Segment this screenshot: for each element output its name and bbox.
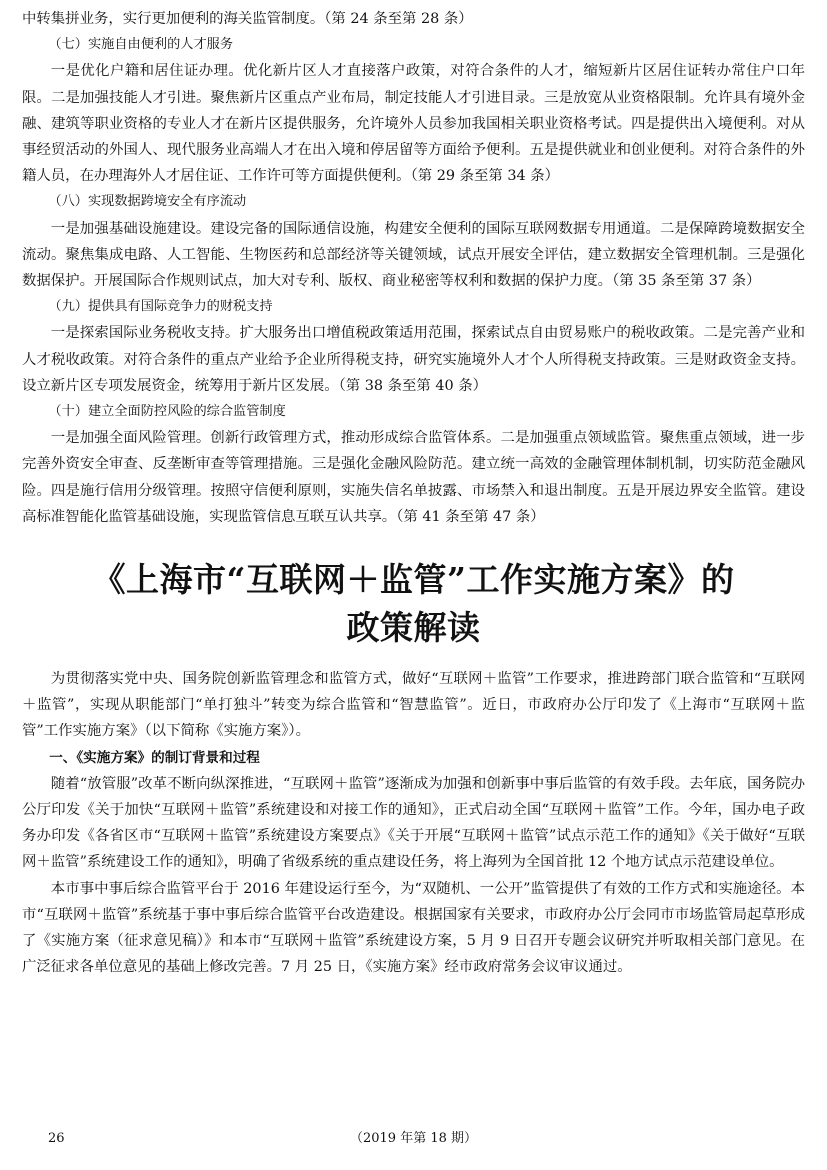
- article-title-line-2: 政策解读: [346, 608, 481, 648]
- article-title-line-1: 《上海市“互联网＋监管”工作实施方案》的: [92, 560, 735, 600]
- article-intro: 为贯彻落实党中央、国务院创新监管理念和监管方式，做好“互联网＋监管”工作要求，推进跨部门联合监管和“互联网＋监管”，实现从职能部门“单打独斗”转变为综合监管和“智慧监管”。近日，市政府办公厅印发了《上海市“互联网＋监管”工作实施方案》（以下简称《实施方案》）。: [22, 671, 805, 740]
- subheading-data-flow: （八）实现数据跨境安全有序流动: [48, 194, 247, 210]
- subheading-risk-supervision: （十）建立全面防控风险的综合监管制度: [48, 404, 286, 420]
- page-number: 26: [48, 1131, 65, 1146]
- paragraph-data-flow: 一是加强基础设施建设。建设完备的国际通信设施，构建安全便利的国际互联网数据专用通道。二是保障跨境数据安全流动。聚焦集成电路、人工智能、生物医药和总部经济等关键领域，试点开展安全评估，建立数据安全管理机制。三是强化数据保护。开展国际合作规则试点，加大对专利、版权、商业秘密等权利和数据的保护力度。（第 35 条至第 37 条）: [22, 220, 805, 290]
- paragraph-background-2: 本市事中事后综合监管平台于 2016 年建设运行至今，为“双随机、一公开”监管提供了有效的工作方式和实施途径。本市“互联网＋监管”系统基于事中事后综合监管平台改造建设。根据国家有关要求，市政府办公厅会同市市场监管局起草形成了《实施方案（征求意见稿）》和本市“互联网＋监管”系统建设方案，5 月 9 日召开专题会议研究并听取相关部门意见。在广泛征求各单位意见的基础上修改完善。7 月 25 日，《实施方案》经市政府常务会议审议通过。: [22, 880, 805, 976]
- page-footer: [0, 1126, 827, 1152]
- continuation-paragraph: 中转集拼业务，实行更加便利的海关监管制度。（第 24 条至第 28 条）: [22, 11, 473, 27]
- paragraph-talent-services: 一是优化户籍和居住证办理。优化新片区人才直接落户政策，对符合条件的人才，缩短新片区居住证转办常住户口年限。二是加强技能人才引进。聚焦新片区重点产业布局，制定技能人才引进目录。三是放宽从业资格限制。允许具有境外金融、建筑等职业资格的专业人才在新片区提供服务，允许境外人员参加我国相关职业资格考试。四是提供出入境便利。对从事经贸活动的外国人、现代服务业高端人才在出入境和停居留等方面给予便利。五是提供就业和创业便利。对符合条件的外籍人员，在办理海外人才居住证、工作许可等方面提供便利。（第 29 条至第 34 条）: [22, 63, 805, 185]
- issue-label: （2019 年第 18 期）: [349, 1131, 478, 1146]
- article-title: [22, 556, 805, 652]
- subheading-fiscal-support: （九）提供具有国际竞争力的财税支持: [48, 299, 273, 315]
- subheading-talent-services: （七）实施自由便利的人才服务: [48, 37, 234, 53]
- paragraph-background-1: 随着“放管服”改革不断向纵深推进，“互联网＋监管”逐渐成为加强和创新事中事后监管的有效手段。去年底，国务院办公厅印发《关于加快“互联网＋监管”系统建设和对接工作的通知》，正式启动全国“互联网＋监管”工作。今年，国办电子政务办印发《各省区市“互联网＋监管”系统建设方案要点》《关于开展“互联网＋监管”试点示范工作的通知》《关于做好“互联网＋监管”系统建设工作的通知》，明确了省级系统的重点建设任务，将上海列为全国首批 12 个地方试点示范建设单位。: [22, 775, 805, 871]
- paragraph-fiscal-support: 一是探索国际业务税收支持。扩大服务出口增值税政策适用范围，探索试点自由贸易账户的税收政策。二是完善产业和人才税收政策。对符合条件的重点产业给予企业所得税支持，研究实施境外人才个人所得税支持政策。三是财政资金支持。设立新片区专项发展资金，统筹用于新片区发展。（第 38 条至第 40 条）: [22, 325, 805, 394]
- section-heading-background: 一、《实施方案》的制订背景和过程: [49, 749, 260, 766]
- paragraph-risk-supervision: 一是加强全面风险管理。创新行政管理方式，推动形成综合监管体系。二是加强重点领域监管。聚焦重点领域，进一步完善外资安全审查、反垄断审查等管理措施。三是强化金融风险防范。建立统一高效的金融管理体制机制，切实防范金融风险。四是施行信用分级管理。按照守信便利原则，实施失信名单披露、市场禁入和退出制度。五是开展边界安全监管。建设高标准智能化监管基础设施，实现监管信息互联互认共享。（第 41 条至第 47 条）: [22, 430, 805, 525]
